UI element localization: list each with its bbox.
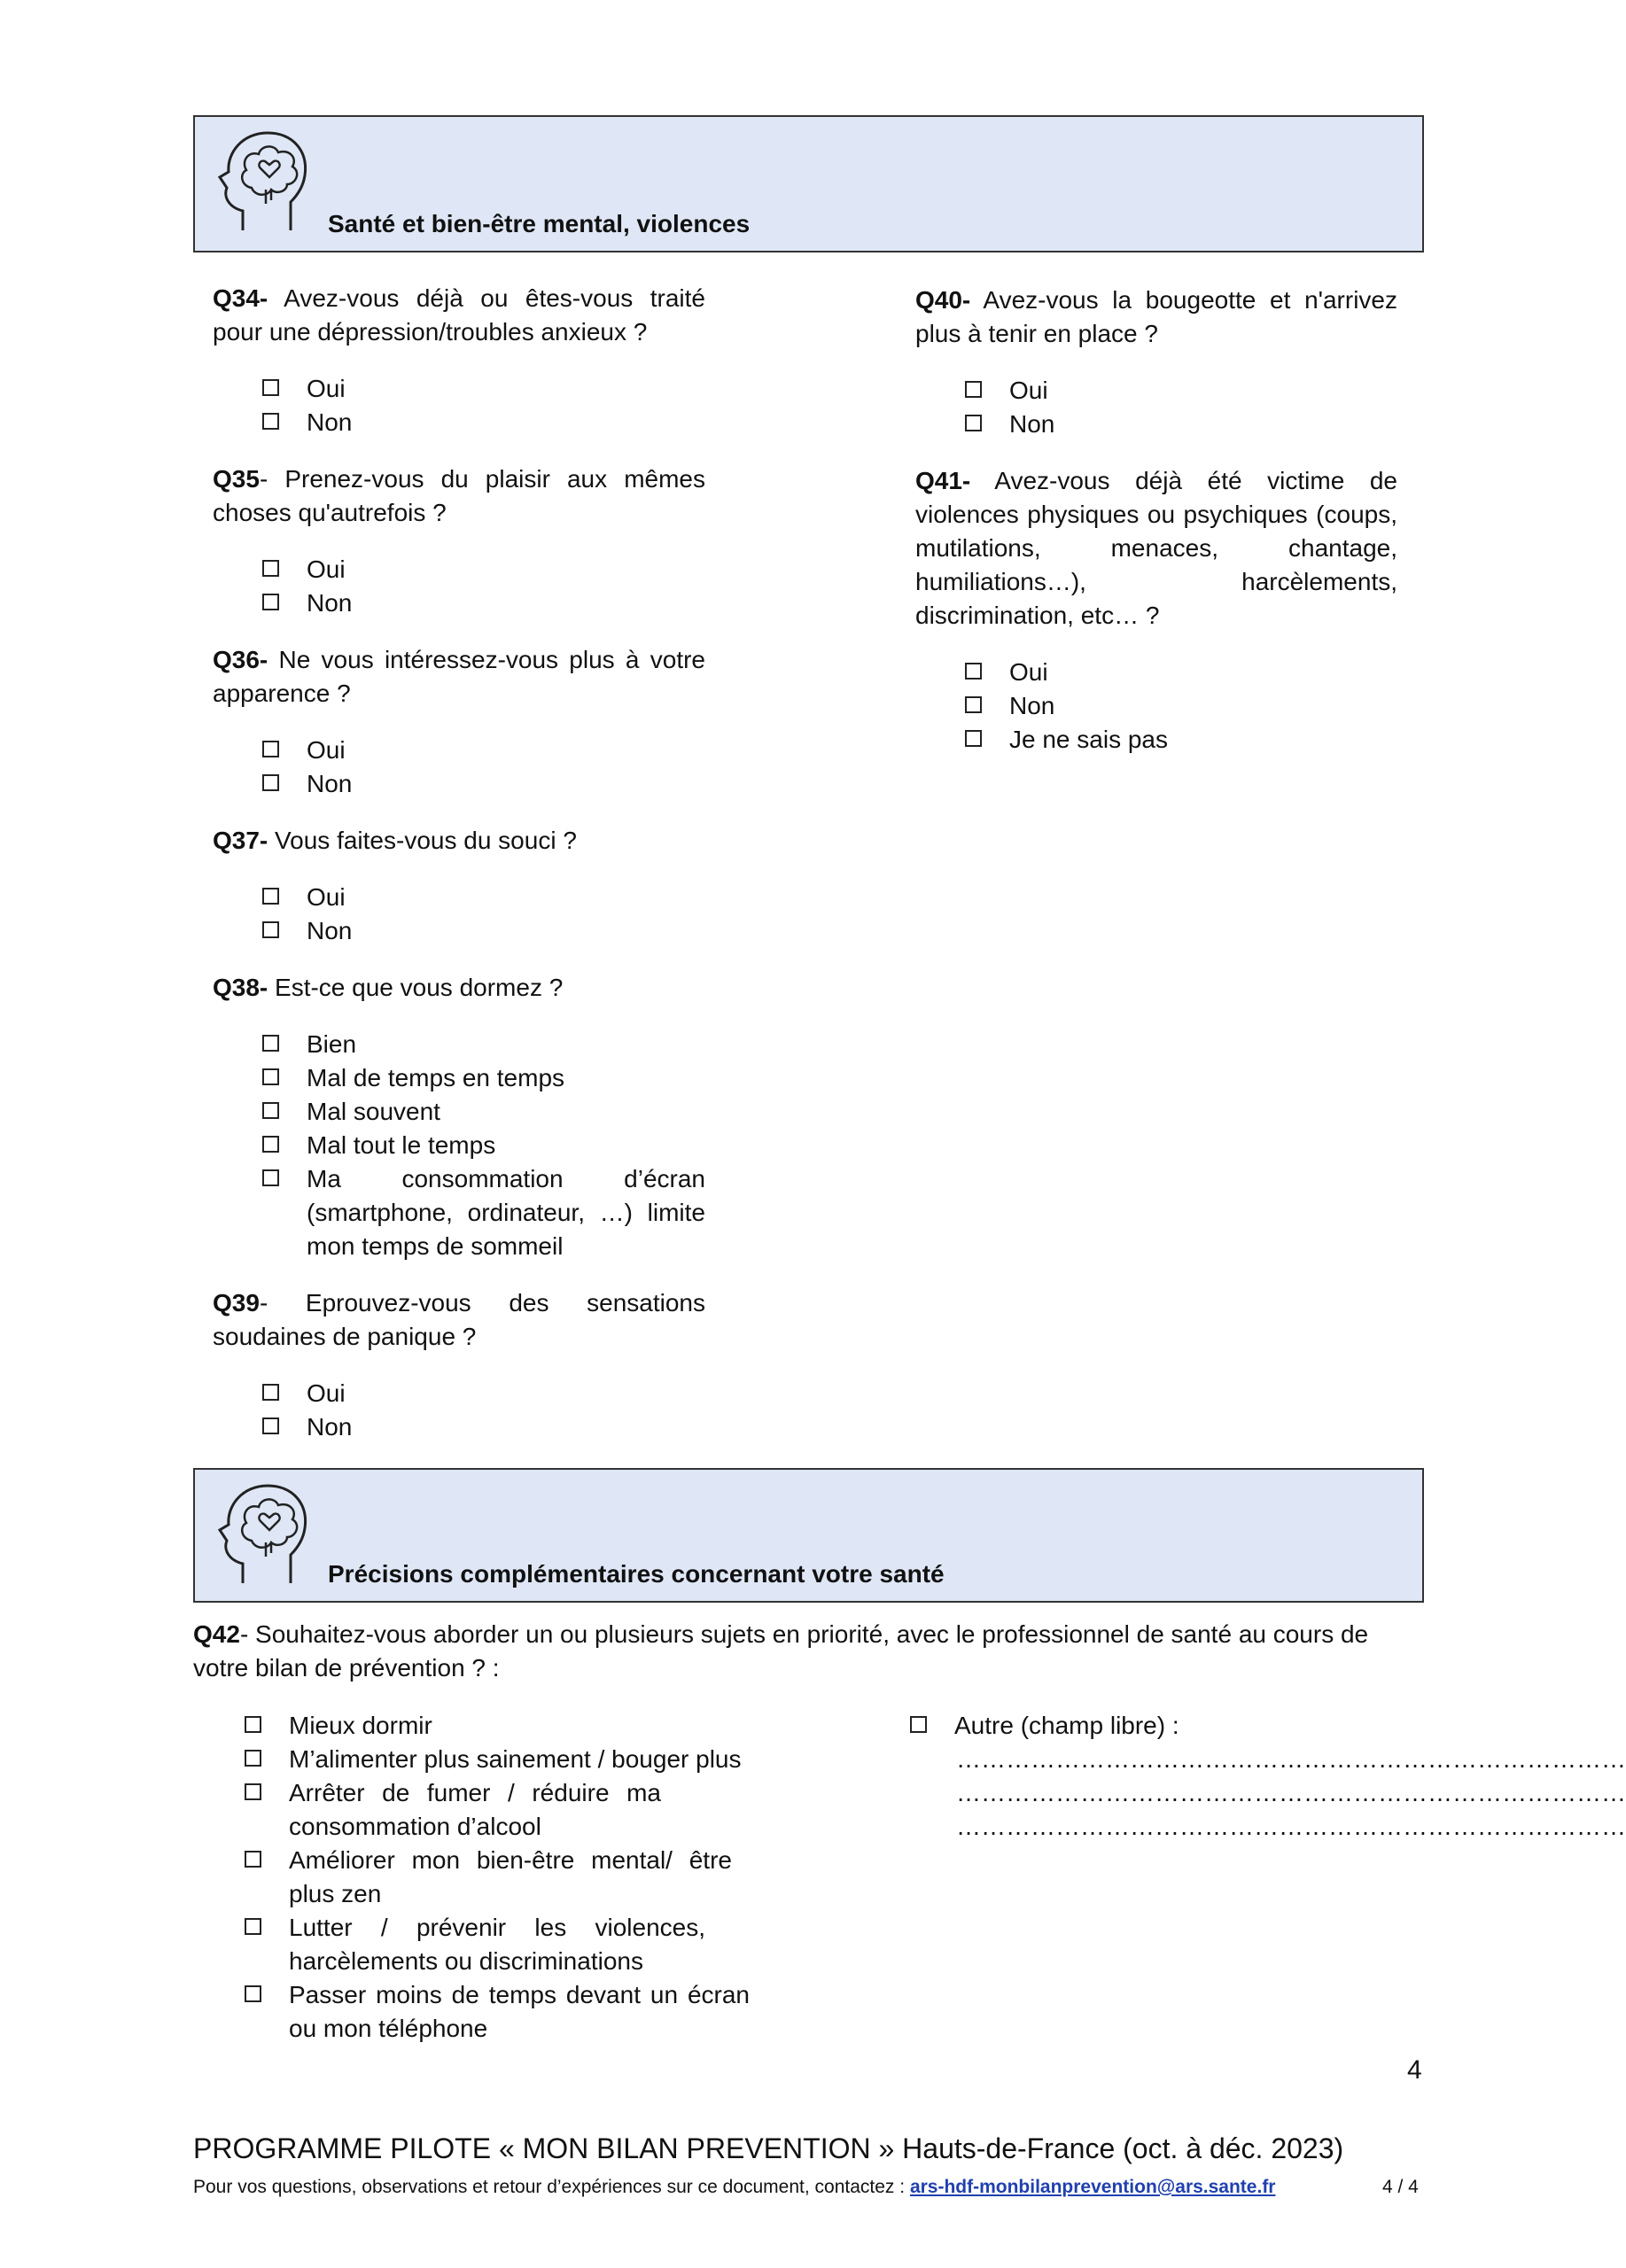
footer-contact <box>193 2175 1275 2200</box>
section-header-mental-health <box>193 115 1424 252</box>
question-text: Avez-vous déjà été victime de violences physiques ou psychiques (coups, mutilations, menaces, chantage, humiliations…), harcèlements, discrimination, etc… ? <box>915 467 1397 629</box>
question-text: Est-ce que vous dormez ? <box>268 974 564 1001</box>
checkbox[interactable] <box>262 1169 279 1186</box>
section-title: Santé et bien-être mental, violences <box>328 210 751 237</box>
question-number: Q39 <box>213 1289 260 1317</box>
option-label: Non <box>307 770 353 797</box>
question-q39 <box>213 1286 705 1354</box>
question-number: Q41- <box>915 467 971 494</box>
checkbox[interactable] <box>262 1102 279 1119</box>
question-text: Vous faites-vous du souci ? <box>268 827 577 854</box>
option-oui[interactable] <box>262 372 705 406</box>
footer-page-count: 4 / 4 <box>1382 2177 1419 2197</box>
option-label: Oui <box>307 883 346 911</box>
question-text: Avez-vous la bougeotte et n'arrivez plus à tenir en place ? <box>915 286 1397 347</box>
footer-title: PROGRAMME PILOTE « MON BILAN PREVENTION » Hauts-de-France (oct. à déc. 2023) <box>193 2132 1344 2164</box>
section-header-health-details <box>193 1468 1424 1603</box>
question-q37 <box>213 824 705 858</box>
option-je-ne-sais-pas[interactable] <box>965 723 1397 757</box>
question-q36 <box>213 643 705 711</box>
checkbox[interactable] <box>262 921 279 938</box>
mental-health-head-icon <box>216 1479 314 1588</box>
checkbox[interactable] <box>262 741 279 757</box>
checkbox[interactable] <box>965 663 982 680</box>
footer-contact-text: Pour vos questions, observations et retour d’expériences sur ce document, contactez : <box>193 2177 910 2197</box>
question-number: Q34- <box>213 284 268 312</box>
option-label: Passer moins de temps devant un écran ou mon téléphone <box>289 1981 750 2042</box>
option-bien-etre-mental[interactable] <box>245 1844 759 1911</box>
option-ecran[interactable] <box>245 1978 759 2046</box>
q35-options <box>262 553 705 620</box>
question-q34 <box>213 282 705 349</box>
question-q41 <box>915 464 1397 633</box>
question-q42-block <box>193 1618 1424 1685</box>
checkbox[interactable] <box>245 1918 261 1935</box>
option-oui[interactable] <box>262 553 705 586</box>
checkbox[interactable] <box>965 415 982 431</box>
question-number: Q36- <box>213 646 268 673</box>
left-column <box>213 282 705 1444</box>
option-autre[interactable] <box>910 1709 1424 1743</box>
option-non[interactable] <box>262 586 705 620</box>
option-label: Arrêter de fumer / réduire ma consommation d’alcool <box>289 1779 661 1840</box>
checkbox[interactable] <box>245 1985 261 2002</box>
free-text-line[interactable]: ……………………………………………………………………… <box>956 1745 1626 1773</box>
question-text: Ne vous intéressez-vous plus à votre apparence ? <box>213 646 705 707</box>
checkbox[interactable] <box>965 381 982 398</box>
mental-health-head-icon <box>216 126 314 236</box>
checkbox[interactable] <box>245 1750 261 1767</box>
option-consommation-ecran[interactable] <box>262 1162 705 1263</box>
checkbox[interactable] <box>262 774 279 791</box>
checkbox[interactable] <box>262 1136 279 1153</box>
question-number: Q42 <box>193 1620 240 1648</box>
option-label: Ma consommation d’écran (smartphone, ordinateur, …) limite mon temps de sommeil <box>307 1165 705 1260</box>
q42-options-left <box>245 1709 759 2046</box>
question-q38 <box>213 971 705 1005</box>
free-text-line[interactable]: ……………………………………………………………………… <box>956 1813 1626 1840</box>
page-number: 4 <box>1407 2055 1422 2085</box>
question-q35 <box>213 462 705 530</box>
q38-options <box>262 1028 705 1263</box>
checkbox[interactable] <box>245 1716 261 1733</box>
option-mieux-dormir[interactable] <box>245 1709 759 1743</box>
option-label: Oui <box>307 1379 346 1407</box>
checkbox[interactable] <box>245 1783 261 1800</box>
option-oui[interactable] <box>262 734 705 767</box>
checkbox[interactable] <box>965 730 982 747</box>
q41-options <box>965 656 1397 757</box>
option-label: Je ne sais pas <box>1009 726 1168 753</box>
option-mal-de-temps-en-temps[interactable] <box>262 1061 705 1095</box>
free-text-field[interactable] <box>956 1743 1626 1844</box>
question-number: Q38- <box>213 974 268 1001</box>
option-label: Lutter / prévenir les violences, harcèlements ou discriminations <box>289 1914 705 1975</box>
option-mal-souvent[interactable] <box>262 1095 705 1129</box>
question-text: Avez-vous déjà ou êtes-vous traité pour une dépression/troubles anxieux ? <box>213 284 705 346</box>
option-non[interactable] <box>965 408 1397 441</box>
checkbox[interactable] <box>262 379 279 396</box>
checkbox[interactable] <box>910 1716 927 1733</box>
question-q40 <box>915 284 1397 351</box>
option-label: Mal souvent <box>307 1098 440 1125</box>
checkbox[interactable] <box>965 696 982 713</box>
question-text: - Eprouvez-vous des sensations soudaines de panique ? <box>213 1289 705 1350</box>
checkbox[interactable] <box>262 413 279 430</box>
checkbox[interactable] <box>262 888 279 905</box>
option-label: Mal de temps en temps <box>307 1064 565 1091</box>
option-non[interactable] <box>262 767 705 801</box>
checkbox[interactable] <box>262 1035 279 1052</box>
checkbox[interactable] <box>245 1851 261 1868</box>
free-text-line[interactable]: ……………………………………………………………………… <box>956 1779 1626 1806</box>
option-label: Oui <box>307 736 346 764</box>
right-column <box>915 284 1397 780</box>
option-label: Non <box>307 917 353 944</box>
option-label: Non <box>307 1413 353 1441</box>
option-alimentation[interactable] <box>245 1743 759 1776</box>
section-title: Précisions complémentaires concernant votre santé <box>328 1560 945 1588</box>
q34-options <box>262 372 705 439</box>
option-label: Améliorer mon bien-être mental/ être plus zen <box>289 1846 732 1907</box>
question-number: Q35 <box>213 465 260 493</box>
option-label: Non <box>1009 692 1055 719</box>
option-bien[interactable] <box>262 1028 705 1061</box>
option-label: Non <box>307 589 353 617</box>
option-oui[interactable] <box>262 1377 705 1410</box>
option-label: Mieux dormir <box>289 1712 432 1739</box>
q36-options <box>262 734 705 801</box>
option-oui[interactable] <box>262 881 705 914</box>
question-q42 <box>193 1618 1424 1685</box>
q37-options <box>262 881 705 948</box>
question-number: Q40- <box>915 286 971 314</box>
option-label: Oui <box>1009 658 1048 686</box>
checkbox[interactable] <box>262 594 279 610</box>
checkbox[interactable] <box>262 1068 279 1085</box>
q39-options <box>262 1377 705 1444</box>
footer-email-link[interactable]: ars-hdf-monbilanprevention@ars.sante.fr <box>909 2177 1276 2197</box>
option-label: Non <box>307 408 353 436</box>
option-oui[interactable] <box>965 656 1397 689</box>
option-label: Non <box>1009 410 1055 438</box>
question-text: - Prenez-vous du plaisir aux mêmes choses qu'autrefois ? <box>213 465 705 526</box>
option-violences[interactable] <box>245 1911 759 1978</box>
question-text: - Souhaitez-vous aborder un ou plusieurs sujets en priorité, avec le professionnel de santé au cours de votre bilan de prévention ? : <box>193 1620 1369 1682</box>
option-fumer-alcool[interactable] <box>245 1776 759 1844</box>
option-non[interactable] <box>262 1410 705 1444</box>
question-number: Q37- <box>213 827 268 854</box>
option-oui[interactable] <box>965 374 1397 408</box>
option-label: Bien <box>307 1030 357 1058</box>
q42-other-option <box>910 1709 1626 1844</box>
option-label: Mal tout le temps <box>307 1131 496 1159</box>
checkbox[interactable] <box>262 560 279 577</box>
checkbox[interactable] <box>262 1384 279 1401</box>
option-label: M’alimenter plus sainement / bouger plus <box>289 1745 742 1773</box>
option-label: Oui <box>307 555 346 583</box>
option-non[interactable] <box>965 689 1397 723</box>
option-non[interactable] <box>262 914 705 948</box>
option-mal-tout-le-temps[interactable] <box>262 1129 705 1162</box>
option-label: Autre (champ libre) : <box>954 1712 1179 1739</box>
q40-options <box>965 374 1397 441</box>
option-label: Oui <box>1009 377 1048 404</box>
option-label: Oui <box>307 375 346 402</box>
checkbox[interactable] <box>262 1418 279 1434</box>
option-non[interactable] <box>262 406 705 439</box>
